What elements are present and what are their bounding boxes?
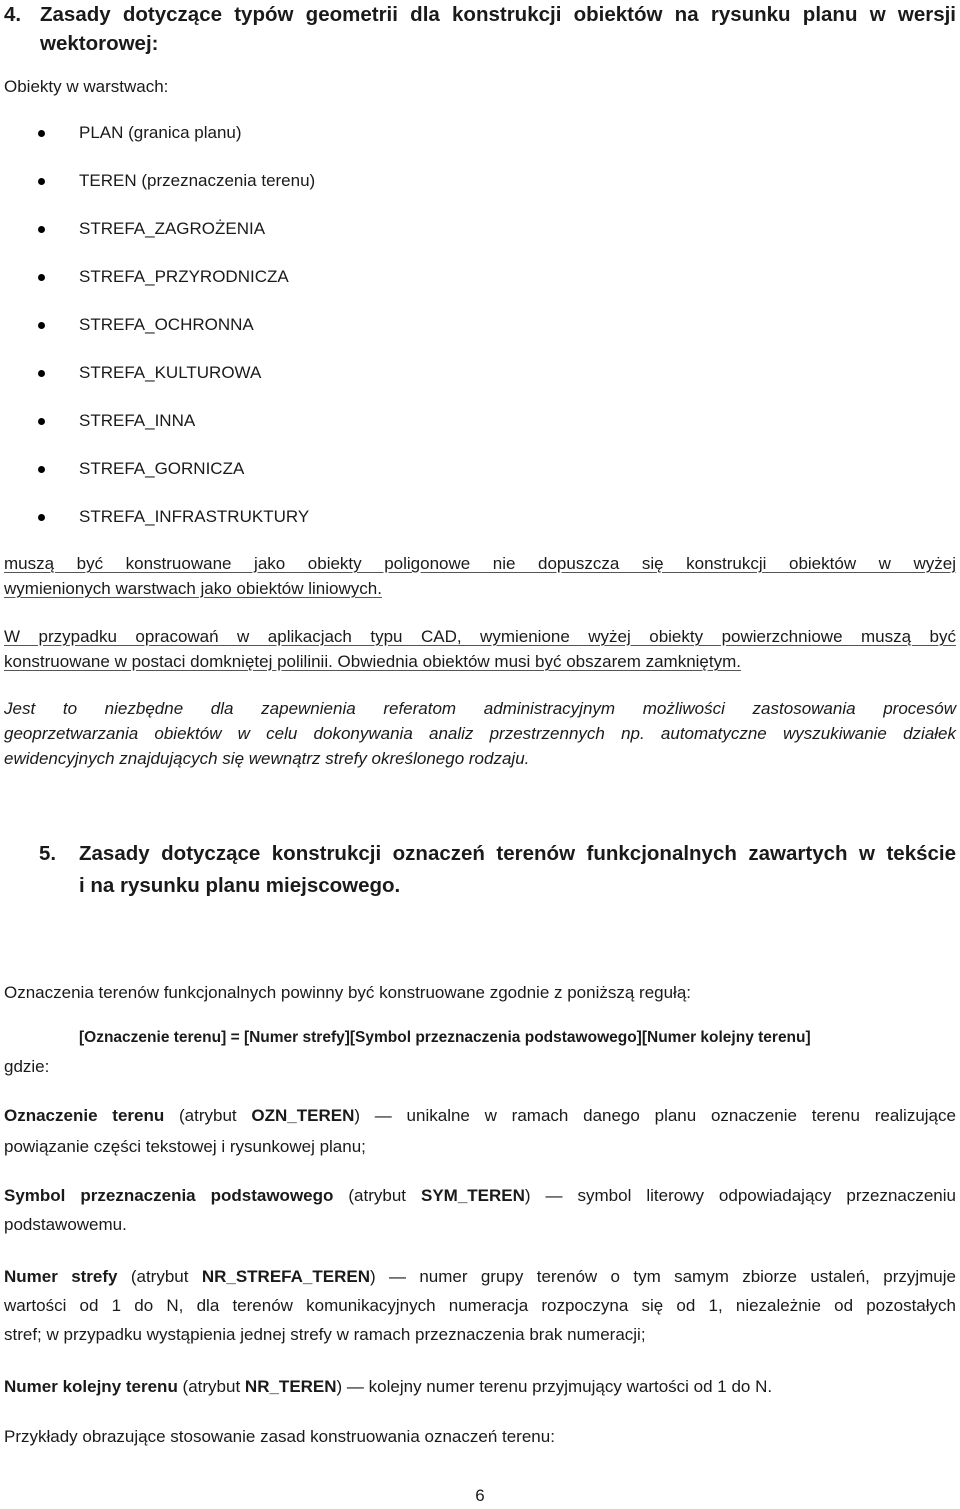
definition-nr-strefa-teren: Numer strefy (atrybut NR_STREFA_TEREN) — numer grupy terenów o tym samym zbiorze ustaleń, przyjmuje wartości od 1 do N, dla terenów komunikacyjnych numeracja rozpoczyna się od 1, niezależnie od pozostałych stref; w przypadku wystąpienia jednej strefy w ramach przeznaczenia brak numeracji; xyxy=(4,1267,956,1344)
section-4-heading xyxy=(4,0,956,58)
bullet-icon xyxy=(38,178,45,185)
layers-intro: Obiekty w warstwach: xyxy=(4,77,169,96)
paragraph-line: konstruowane w postaci domkniętej polilinii. Obwiednia obiektów musi być obszarem zamkniętym. xyxy=(4,652,741,671)
section-5-title-line1: Zasady dotyczące konstrukcji oznaczeń terenów funkcjonalnych zawartych w tekście xyxy=(79,842,956,865)
attribute-name: NR_TEREN xyxy=(244,1377,337,1396)
attribute-name: NR_STREFA_TEREN xyxy=(201,1267,370,1286)
section-5-title-line2: i na rysunku planu miejscowego. xyxy=(79,874,401,897)
paragraph-line: ewidencyjnych znajdujących się wewnątrz strefy określonego rodzaju. xyxy=(4,749,530,768)
bullet-icon xyxy=(38,322,45,329)
section-4-title-line2: wektorowej: xyxy=(40,32,159,55)
definition-nr-teren: Numer kolejny terenu (atrybut NR_TEREN) — kolejny numer terenu przyjmujący wartości od 1 do N. xyxy=(4,1377,773,1396)
definition-ozn-teren: Oznaczenie terenu (atrybut OZN_TEREN) — unikalne w ramach danego planu oznaczenie terenu realizujące powiązanie części tekstowej i rysunkowej planu; xyxy=(4,1106,956,1156)
definition-term: Oznaczenie terenu xyxy=(4,1106,165,1125)
paragraph-line: wymienionych warstwach jako obiektów liniowych. xyxy=(4,579,382,598)
bullet-icon xyxy=(38,418,45,425)
bullet-icon xyxy=(38,514,45,521)
attribute-name: OZN_TEREN xyxy=(251,1106,355,1125)
examples-intro: Przykłady obrazujące stosowanie zasad konstruowania oznaczeń terenu: xyxy=(4,1427,555,1446)
where-label: gdzie: xyxy=(4,1057,50,1076)
bullet-icon xyxy=(38,466,45,473)
section-4-number: 4. xyxy=(4,3,22,26)
paragraph-line: geoprzetwarzania obiektów w celu dokonywania analiz przestrzennych np. xyxy=(4,724,645,743)
paragraph-line: W przypadku opracowań w aplikacjach typu CAD, wymienione wyżej obiekty powierzchniowe muszą być xyxy=(4,627,956,646)
section-5-number: 5. xyxy=(39,842,57,865)
paragraph-polygon-rule xyxy=(4,551,956,601)
paragraph-line: Jest to niezbędne dla zapewnienia referatom administracyjnym możliwości zastosowania procesów xyxy=(4,699,956,718)
section-4-title-line1: Zasady dotyczące typów geometrii dla konstrukcji obiektów na rysunku planu w wersji xyxy=(40,3,956,26)
definition-term: Numer kolejny terenu xyxy=(4,1377,178,1396)
bullet-icon xyxy=(38,274,45,281)
paragraph-line: muszą być konstruowane jako obiekty poligonowe nie dopuszcza się konstrukcji obiektów w wyżej xyxy=(4,554,956,573)
paragraph-justification xyxy=(4,696,956,771)
rule-intro: Oznaczenia terenów funkcjonalnych powinny być konstruowane zgodnie z poniższą regułą: xyxy=(4,983,692,1002)
formula: [Oznaczenie terenu] = [Numer strefy][Symbol przeznaczenia podstawowego][Numer kolejny terenu] xyxy=(79,1029,811,1046)
page-number: 6 xyxy=(475,1486,485,1505)
paragraph-cad-rule xyxy=(4,624,956,674)
bullet-icon xyxy=(38,226,45,233)
paragraph-line: automatyczne wyszukiwanie działek xyxy=(660,724,956,743)
definition-term: Numer strefy xyxy=(4,1267,118,1286)
bullet-icon xyxy=(38,370,45,377)
attribute-name: SYM_TEREN xyxy=(420,1186,525,1205)
bullet-icon xyxy=(38,130,45,137)
definition-sym-teren: Symbol przeznaczenia podstawowego (atrybut SYM_TEREN) — symbol literowy odpowiadający przeznaczeniu podstawowemu. xyxy=(4,1186,956,1234)
definition-term: Symbol przeznaczenia podstawowego xyxy=(4,1186,334,1205)
